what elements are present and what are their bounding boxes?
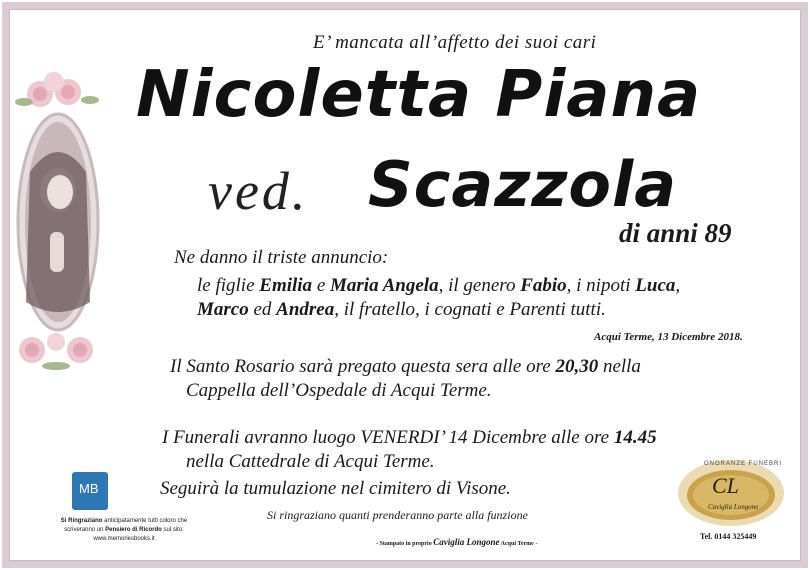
seal-script: Caviglia Longone [708,503,759,511]
family-line-2: Marco ed Andrea, il fratello, i cognati e Parenti tutti. [197,299,606,320]
widow-of-prefix: ved. [208,161,309,221]
age: di anni 89 [619,218,732,248]
family-line-1: le figlie Emilia e Maria Angela, il genero Fabio, i nipoti Luca, [197,275,681,296]
madonna-rose-ornament [10,72,110,382]
place-date: Acqui Terme, 13 Dicembre 2018. [594,331,743,343]
funeral-line-1: I Funerali avranno luogo VENERDI’ 14 Dicembre alle ore 14.45 [162,427,657,448]
seal-initials: CL [712,473,739,498]
rosary-line-1: Il Santo Rosario sarà pregato questa sera alle ore 20,30 nella [170,356,641,377]
rose-icon [15,72,99,107]
seal-top-text: ONORANZE FUNEBRI [704,461,783,467]
married-surname: Scazzola [368,148,678,221]
memoriesbooks-note: Si Ringraziano anticipatamente tutti coloro che scriveranno un Pensiero di Ricordo sul sito: www.memoriesbooks.it [60,518,188,542]
rosary-line-2: Cappella dell’Ospedale di Acqui Terme. [186,380,492,401]
announcement-lead: Ne danno il triste annuncio: [174,247,389,268]
thanks-line: Si ringraziano quanti prenderanno parte alla funzione [267,508,528,522]
deceased-name: Nicoletta Piana [136,58,702,132]
phone-number: Tel. 0144 325449 [700,532,757,541]
printed-by: - Stampato in proprio Caviglia Longone Acqui Terme - [376,537,538,547]
memoriesbooks-logo: MB [72,472,108,510]
intro-text: E’ mancata all’affetto dei suoi cari [313,32,597,53]
rose-icon [19,333,93,370]
funeral-line-2: nella Cattedrale di Acqui Terme. [186,451,435,472]
burial-line: Seguirà la tumulazione nel cimitero di Visone. [160,478,511,499]
